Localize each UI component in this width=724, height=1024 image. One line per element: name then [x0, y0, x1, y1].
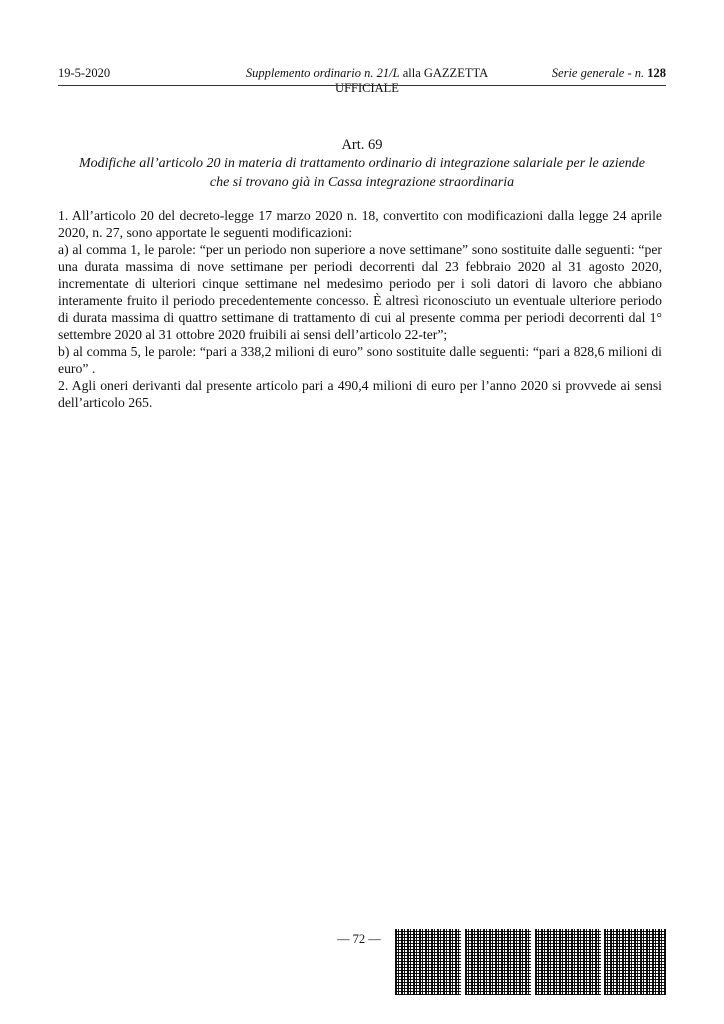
article-subtitle-line2: che si trovano già in Cassa integrazione straordinaria — [209, 175, 515, 190]
article-subtitle-line1: Modifiche all’articolo 20 in materia di trattamento ordinario di integrazione salariale per le aziende — [78, 156, 646, 171]
paragraph-a: a) al comma 1, le parole: “per un periodo non superiore a nove settimane” sono sostituite dalle seguenti: “per una durata massima di nove settimane per periodi decorrenti dal 23 febbraio 2020 al 31 agosto 2020, incrementate di ulteriori cinque settimane nel medesimo periodo per i soli datori di lavoro che abbiano interamente fruito il periodo precedentemente concesso. È altresì riconosciuto un eventuale ulteriore periodo di durata massima di quattro settimane di trattamento di cui al presente comma per periodi decorrenti dal 1° settembre 2020 al 31 ottobre 2020 fruibili ai sensi dell’articolo 22-ter”; — [58, 242, 662, 342]
paragraph-b: b) al comma 5, le parole: “pari a 338,2 milioni di euro” sono sostituite dalle seguenti: “pari a 828,6 milioni di euro” . — [58, 344, 662, 376]
header-publication — [218, 66, 516, 96]
article-body — [58, 207, 662, 411]
barcode-image — [604, 929, 666, 995]
barcode-image — [535, 929, 601, 995]
header-series-number: 128 — [647, 66, 666, 80]
barcode-image — [465, 929, 531, 995]
header-gazzetta: alla GAZZETTA UFFICIALE — [335, 66, 489, 95]
header-series-label: Serie generale - n. — [551, 66, 645, 80]
page-number: — 72 — — [337, 932, 381, 946]
header-rule — [58, 85, 666, 86]
running-header — [58, 66, 666, 95]
article-heading — [58, 136, 666, 192]
article-title: Art. 69 — [341, 137, 383, 153]
header-date: 19-5-2020 — [58, 66, 111, 80]
header-series — [552, 66, 666, 81]
barcode-image — [395, 929, 461, 995]
paragraph-1: 1. All’articolo 20 del decreto-legge 17 marzo 2020 n. 18, convertito con modificazioni dalla legge 24 aprile 2020, n. 27, sono apportate le seguenti modificazioni: — [58, 208, 662, 240]
header-supplement: Supplemento ordinario n. 21/L — [245, 66, 400, 80]
paragraph-2: 2. Agli oneri derivanti dal presente articolo pari a 490,4 milioni di euro per l’anno 2020 si provvede ai sensi dell’articolo 265. — [58, 378, 662, 410]
